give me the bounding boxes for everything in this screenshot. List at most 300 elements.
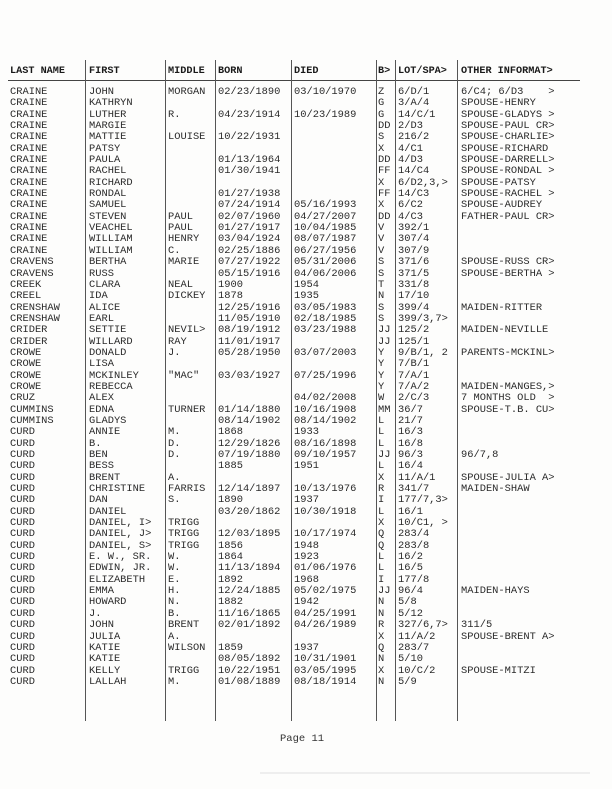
first-name-cell: MARGIE <box>89 120 127 133</box>
lot-space-cell: 5/8 <box>398 596 417 609</box>
last-name-cell: CURD <box>10 528 35 541</box>
b-code-cell: N <box>378 653 385 666</box>
born-date-cell: 1859 <box>218 641 243 654</box>
middle-name-cell: BRENT <box>168 619 200 632</box>
died-date-cell: 10/23/1989 <box>294 108 357 121</box>
b-code-cell: X <box>378 517 385 530</box>
lot-space-cell: 10/C1, > <box>398 517 448 530</box>
born-date-cell: 1878 <box>218 290 243 303</box>
middle-name-cell: NEAL <box>168 278 193 291</box>
lot-space-cell: 4/D3 <box>398 154 423 167</box>
last-name-cell: CRENSHAW <box>10 312 60 325</box>
b-code-cell: T <box>378 278 385 291</box>
header-other: OTHER INFORMAT> <box>461 66 553 77</box>
died-date-cell: 04/25/1991 <box>294 607 357 620</box>
header-last-name: LAST NAME <box>10 66 66 77</box>
last-name-cell: CURD <box>10 517 35 530</box>
table-row <box>0 359 612 370</box>
middle-name-cell: MARIE <box>168 256 200 269</box>
b-code-cell: X <box>378 664 385 677</box>
other-info-cell: SPOUSE-RUSS CR> <box>461 256 555 269</box>
died-date-cell: 1935 <box>294 290 319 303</box>
last-name-cell: CROWE <box>10 358 42 371</box>
lot-space-cell: 16/5 <box>398 562 423 575</box>
lot-space-cell: 4/C1 <box>398 142 423 155</box>
last-name-cell: CURD <box>10 483 35 496</box>
middle-name-cell: TURNER <box>168 403 206 416</box>
lot-space-cell: 283/8 <box>398 539 430 552</box>
first-name-cell: STEVEN <box>89 210 127 223</box>
born-date-cell: 11/13/1894 <box>218 562 281 575</box>
b-code-cell: S <box>378 256 385 269</box>
died-date-cell: 1968 <box>294 573 319 586</box>
middle-name-cell: DICKEY <box>168 290 206 303</box>
last-name-cell: CREEK <box>10 278 42 291</box>
table-row <box>0 427 612 438</box>
last-name-cell: CURD <box>10 551 35 564</box>
last-name-cell: CURD <box>10 630 35 643</box>
first-name-cell: EDWIN, JR. <box>89 562 152 575</box>
died-date-cell: 03/05/1983 <box>294 301 357 314</box>
died-date-cell: 1933 <box>294 426 319 439</box>
b-code-cell: X <box>378 471 385 484</box>
died-date-cell: 08/14/1902 <box>294 414 357 427</box>
first-name-cell: PATSY <box>89 142 121 155</box>
born-date-cell: 11/16/1865 <box>218 607 281 620</box>
b-code-cell: V <box>378 222 385 235</box>
header-born: BORN <box>218 66 243 77</box>
died-date-cell: 1951 <box>294 460 319 473</box>
lot-space-cell: 7/B/1 <box>398 358 430 371</box>
table-row <box>0 325 612 336</box>
b-code-cell: L <box>378 460 385 473</box>
last-name-cell: CREEL <box>10 290 42 303</box>
b-code-cell: S <box>378 301 385 314</box>
b-code-cell: JJ <box>378 324 391 337</box>
middle-name-cell: W. <box>168 562 181 575</box>
died-date-cell: 08/16/1898 <box>294 437 357 450</box>
middle-name-cell: TRIGG <box>168 528 200 541</box>
lot-space-cell: 6/C2 <box>398 199 423 212</box>
b-code-cell: DD <box>378 154 391 167</box>
first-name-cell: CLARA <box>89 278 121 291</box>
lot-space-cell: 2/D3 <box>398 120 423 133</box>
other-info-cell: MAIDEN-HAYS <box>461 585 530 598</box>
born-date-cell: 01/13/1964 <box>218 154 281 167</box>
last-name-cell: CRAINE <box>10 154 48 167</box>
born-date-cell: 02/01/1892 <box>218 619 281 632</box>
middle-name-cell: S. <box>168 494 181 507</box>
page-number: Page 11 <box>280 733 325 745</box>
b-code-cell: N <box>378 607 385 620</box>
middle-name-cell: M. <box>168 426 181 439</box>
table-row <box>0 393 612 404</box>
lot-space-cell: 307/9 <box>398 244 430 257</box>
born-date-cell: 1892 <box>218 573 243 586</box>
last-name-cell: CURD <box>10 607 35 620</box>
born-date-cell: 02/25/1886 <box>218 244 281 257</box>
b-code-cell: V <box>378 244 385 257</box>
lot-space-cell: 3/A/4 <box>398 97 430 110</box>
header-rule <box>8 80 580 81</box>
born-date-cell: 12/24/1885 <box>218 585 281 598</box>
first-name-cell: PAULA <box>89 154 121 167</box>
other-info-cell: SPOUSE-CHARLIE> <box>461 131 555 144</box>
last-name-cell: CURD <box>10 562 35 575</box>
b-code-cell: Q <box>378 539 385 552</box>
lot-space-cell: 6/D2,3,> <box>398 176 448 189</box>
other-info-cell: MAIDEN-MANGES,> <box>461 380 555 393</box>
first-name-cell: CHRISTINE <box>89 483 146 496</box>
b-code-cell: DD <box>378 120 391 133</box>
last-name-cell: CURD <box>10 437 35 450</box>
born-date-cell: 05/15/1916 <box>218 267 281 280</box>
table-row <box>0 461 612 472</box>
last-name-cell: CRAINE <box>10 131 48 144</box>
last-name-cell: CURD <box>10 641 35 654</box>
died-date-cell: 03/23/1988 <box>294 324 357 337</box>
last-name-cell: CRAINE <box>10 97 48 110</box>
other-info-cell: SPOUSE-HENRY <box>461 97 536 110</box>
born-date-cell: 07/24/1914 <box>218 199 281 212</box>
b-code-cell: X <box>378 199 385 212</box>
middle-name-cell: B. <box>168 607 181 620</box>
b-code-cell: L <box>378 437 385 450</box>
last-name-cell: CURD <box>10 664 35 677</box>
other-info-cell: SPOUSE-PAUL CR> <box>461 120 555 133</box>
last-name-cell: CRAINE <box>10 210 48 223</box>
middle-name-cell: FARRIS <box>168 483 206 496</box>
last-name-cell: CRUZ <box>10 392 35 405</box>
first-name-cell: BESS <box>89 460 114 473</box>
b-code-cell: R <box>378 483 385 496</box>
lot-space-cell: 11/A/1 <box>398 471 436 484</box>
b-code-cell: Z <box>378 86 385 98</box>
middle-name-cell: D. <box>168 437 181 450</box>
first-name-cell: LUTHER <box>89 108 127 121</box>
table-header <box>0 66 612 80</box>
b-code-cell: L <box>378 414 385 427</box>
b-code-cell: S <box>378 131 385 144</box>
first-name-cell: KATHRYN <box>89 97 133 110</box>
first-name-cell: WILLARD <box>89 335 133 348</box>
first-name-cell: KATIE <box>89 653 121 666</box>
lot-space-cell: 283/7 <box>398 641 430 654</box>
first-name-cell: DANIEL, S> <box>89 539 152 552</box>
born-date-cell: 1856 <box>218 539 243 552</box>
first-name-cell: KELLY <box>89 664 121 677</box>
born-date-cell: 11/01/1917 <box>218 335 281 348</box>
first-name-cell: B. <box>89 437 102 450</box>
header-lot: LOT/SPA> <box>398 66 447 77</box>
middle-name-cell: TRIGG <box>168 517 200 530</box>
other-info-cell: 311/5 <box>461 619 493 632</box>
died-date-cell: 04/02/2008 <box>294 392 357 405</box>
died-date-cell: 02/18/1985 <box>294 312 357 325</box>
first-name-cell: EARL <box>89 312 114 325</box>
other-info-cell: 7 MONTHS OLD > <box>461 392 555 405</box>
first-name-cell: JULIA <box>89 630 121 643</box>
other-info-cell: MAIDEN-SHAW <box>461 483 530 496</box>
died-date-cell: 10/04/1985 <box>294 222 357 235</box>
first-name-cell: VEACHEL <box>89 222 133 235</box>
died-date-cell: 05/16/1993 <box>294 199 357 212</box>
first-name-cell: JOHN <box>89 619 114 632</box>
other-info-cell: SPOUSE-RACHEL > <box>461 188 555 201</box>
died-date-cell: 1923 <box>294 551 319 564</box>
died-date-cell: 1948 <box>294 539 319 552</box>
lot-space-cell: 7/A/1 <box>398 369 430 382</box>
other-info-cell: MAIDEN-NEVILLE <box>461 324 549 337</box>
last-name-cell: CURD <box>10 653 35 666</box>
first-name-cell: GLADYS <box>89 414 127 427</box>
first-name-cell: REBECCA <box>89 380 133 393</box>
b-code-cell: L <box>378 551 385 564</box>
born-date-cell: 1868 <box>218 426 243 439</box>
last-name-cell: CRAINE <box>10 188 48 201</box>
other-info-cell: SPOUSE-AUDREY <box>461 199 543 212</box>
middle-name-cell: TRIGG <box>168 539 200 552</box>
b-code-cell: X <box>378 142 385 155</box>
middle-name-cell: NEVIL> <box>168 324 206 337</box>
first-name-cell: DANIEL <box>89 505 127 518</box>
last-name-cell: CRAINE <box>10 244 48 257</box>
first-name-cell: MATTIE <box>89 131 127 144</box>
born-date-cell: 12/03/1895 <box>218 528 281 541</box>
lot-space-cell: 399/3,7> <box>398 312 448 325</box>
table-row <box>0 291 612 302</box>
last-name-cell: CURD <box>10 471 35 484</box>
born-date-cell: 12/25/1916 <box>218 301 281 314</box>
b-code-cell: Y <box>378 369 385 382</box>
b-code-cell: L <box>378 505 385 518</box>
first-name-cell: RACHEL <box>89 165 127 178</box>
last-name-cell: CRAINE <box>10 165 48 178</box>
header-first: FIRST <box>89 66 120 77</box>
last-name-cell: CURD <box>10 585 35 598</box>
first-name-cell: BERTHA <box>89 256 127 269</box>
lot-space-cell: 14/C3 <box>398 188 430 201</box>
other-info-cell: FATHER-PAUL CR> <box>461 210 555 223</box>
last-name-cell: CURD <box>10 596 35 609</box>
other-info-cell: SPOUSE-JULIA A> <box>461 471 555 484</box>
b-code-cell: I <box>378 494 385 507</box>
last-name-cell: CURD <box>10 449 35 461</box>
b-code-cell: N <box>378 675 385 688</box>
lot-space-cell: 125/2 <box>398 324 430 337</box>
last-name-cell: CURD <box>10 573 35 586</box>
lot-space-cell: 96/3 <box>398 449 423 461</box>
first-name-cell: DANIEL, I> <box>89 517 152 530</box>
last-name-cell: CURD <box>10 494 35 507</box>
last-name-cell: CRAVENS <box>10 267 54 280</box>
first-name-cell: E. W., SR. <box>89 551 152 564</box>
born-date-cell: 08/14/1902 <box>218 414 281 427</box>
born-date-cell: 10/22/1951 <box>218 664 281 677</box>
other-info-cell: SPOUSE-PATSY <box>461 176 536 189</box>
last-name-cell: CUMMINS <box>10 414 54 427</box>
born-date-cell: 02/07/1960 <box>218 210 281 223</box>
lot-space-cell: 327/6,7> <box>398 619 448 632</box>
last-name-cell: CRIDER <box>10 324 48 337</box>
last-name-cell: CURD <box>10 505 35 518</box>
lot-space-cell: 392/1 <box>398 222 430 235</box>
lot-space-cell: 16/1 <box>398 505 423 518</box>
other-info-cell: 6/C4; 6/D3 > <box>461 86 555 98</box>
middle-name-cell: R. <box>168 108 181 121</box>
middle-name-cell: A. <box>168 630 181 643</box>
born-date-cell: 01/08/1889 <box>218 675 281 688</box>
died-date-cell: 04/06/2006 <box>294 267 357 280</box>
middle-name-cell: C. <box>168 244 181 257</box>
middle-name-cell: A. <box>168 471 181 484</box>
lot-space-cell: 14/C4 <box>398 165 430 178</box>
other-info-cell: SPOUSE-T.B. CU> <box>461 403 555 416</box>
lot-space-cell: 331/8 <box>398 278 430 291</box>
b-code-cell: G <box>378 97 385 110</box>
lot-space-cell: 2/C/3 <box>398 392 430 405</box>
lot-space-cell: 341/7 <box>398 483 430 496</box>
lot-space-cell: 177/8 <box>398 573 430 586</box>
last-name-cell: CROWE <box>10 380 42 393</box>
b-code-cell: JJ <box>378 335 391 348</box>
first-name-cell: LALLAH <box>89 675 127 688</box>
last-name-cell: CRAINE <box>10 176 48 189</box>
middle-name-cell: J. <box>168 346 181 359</box>
born-date-cell: 08/05/1892 <box>218 653 281 666</box>
lot-space-cell: 5/9 <box>398 675 417 688</box>
last-name-cell: CRAINE <box>10 142 48 155</box>
first-name-cell: KATIE <box>89 641 121 654</box>
middle-name-cell: N. <box>168 596 181 609</box>
last-name-cell: CRAVENS <box>10 256 54 269</box>
first-name-cell: ANNIE <box>89 426 121 439</box>
middle-name-cell: M. <box>168 675 181 688</box>
middle-name-cell: LOUISE <box>168 131 206 144</box>
last-name-cell: CRAINE <box>10 86 48 98</box>
born-date-cell: 1900 <box>218 278 243 291</box>
lot-space-cell: 125/1 <box>398 335 430 348</box>
first-name-cell: BEN <box>89 449 108 461</box>
born-date-cell: 11/05/1910 <box>218 312 281 325</box>
born-date-cell: 07/19/1880 <box>218 449 281 461</box>
died-date-cell: 04/27/2007 <box>294 210 357 223</box>
first-name-cell: ALEX <box>89 392 114 405</box>
b-code-cell: Q <box>378 528 385 541</box>
last-name-cell: CURD <box>10 539 35 552</box>
first-name-cell: SAMUEL <box>89 199 127 212</box>
born-date-cell: 03/04/1924 <box>218 233 281 246</box>
b-code-cell: S <box>378 267 385 280</box>
born-date-cell: 02/23/1890 <box>218 86 281 98</box>
died-date-cell: 08/18/1914 <box>294 675 357 688</box>
lot-space-cell: 11/A/2 <box>398 630 436 643</box>
first-name-cell: DONALD <box>89 346 127 359</box>
born-date-cell: 01/14/1880 <box>218 403 281 416</box>
middle-name-cell: MORGAN <box>168 86 206 98</box>
born-date-cell: 05/28/1950 <box>218 346 281 359</box>
table-row <box>0 620 612 631</box>
middle-name-cell: D. <box>168 449 181 461</box>
b-code-cell: L <box>378 562 385 575</box>
born-date-cell: 10/22/1931 <box>218 131 281 144</box>
died-date-cell: 03/07/2003 <box>294 346 357 359</box>
died-date-cell: 05/31/2006 <box>294 256 357 269</box>
last-name-cell: CRAINE <box>10 199 48 212</box>
first-name-cell: RICHARD <box>89 176 133 189</box>
middle-name-cell: PAUL <box>168 222 193 235</box>
other-info-cell: SPOUSE-RONDAL > <box>461 165 555 178</box>
lot-space-cell: 16/8 <box>398 437 423 450</box>
last-name-cell: CROWE <box>10 346 42 359</box>
last-name-cell: CURD <box>10 426 35 439</box>
born-date-cell: 07/27/1922 <box>218 256 281 269</box>
table-row <box>0 98 612 109</box>
other-info-cell: SPOUSE-MITZI <box>461 664 536 677</box>
lot-space-cell: 14/C/1 <box>398 108 436 121</box>
other-info-cell: SPOUSE-BRENT A> <box>461 630 555 643</box>
last-name-cell: CRENSHAW <box>10 301 60 314</box>
born-date-cell: 01/27/1938 <box>218 188 281 201</box>
first-name-cell: WILLIAM <box>89 233 133 246</box>
middle-name-cell: TRIGG <box>168 664 200 677</box>
died-date-cell: 03/10/1970 <box>294 86 357 98</box>
last-name-cell: CURD <box>10 619 35 632</box>
b-code-cell: W <box>378 392 385 405</box>
died-date-cell: 10/16/1908 <box>294 403 357 416</box>
middle-name-cell: PAUL <box>168 210 193 223</box>
last-name-cell: CURD <box>10 460 35 473</box>
middle-name-cell: H. <box>168 585 181 598</box>
other-info-cell: 96/7,8 <box>461 449 499 461</box>
last-name-cell: CRIDER <box>10 335 48 348</box>
b-code-cell: X <box>378 176 385 189</box>
born-date-cell: 03/20/1862 <box>218 505 281 518</box>
middle-name-cell: "MAC" <box>168 369 200 382</box>
b-code-cell: Y <box>378 380 385 393</box>
lot-space-cell: 5/12 <box>398 607 423 620</box>
b-code-cell: R <box>378 619 385 632</box>
lot-space-cell: 96/4 <box>398 585 423 598</box>
b-code-cell: S <box>378 312 385 325</box>
died-date-cell: 03/05/1995 <box>294 664 357 677</box>
born-date-cell: 1885 <box>218 460 243 473</box>
first-name-cell: BRENT <box>89 471 121 484</box>
other-info-cell: MAIDEN-RITTER <box>461 301 543 314</box>
first-name-cell: DAN <box>89 494 108 507</box>
lot-space-cell: 10/C/2 <box>398 664 436 677</box>
first-name-cell: DANIEL, J> <box>89 528 152 541</box>
b-code-cell: L <box>378 426 385 439</box>
lot-space-cell: 177/7,3> <box>398 494 448 507</box>
lot-space-cell: 16/4 <box>398 460 423 473</box>
table-row <box>0 257 612 268</box>
lot-space-cell: 7/A/2 <box>398 380 430 393</box>
died-date-cell: 1954 <box>294 278 319 291</box>
first-name-cell: MCKINLEY <box>89 369 139 382</box>
first-name-cell: HOWARD <box>89 596 127 609</box>
header-died: DIED <box>294 66 319 77</box>
born-date-cell: 1882 <box>218 596 243 609</box>
last-name-cell: CRAINE <box>10 222 48 235</box>
first-name-cell: WILLIAM <box>89 244 133 257</box>
middle-name-cell: WILSON <box>168 641 206 654</box>
died-date-cell: 08/07/1987 <box>294 233 357 246</box>
born-date-cell: 1864 <box>218 551 243 564</box>
b-code-cell: JJ <box>378 449 391 461</box>
other-info-cell: SPOUSE-GLADYS > <box>461 108 555 121</box>
table-body <box>0 87 612 688</box>
